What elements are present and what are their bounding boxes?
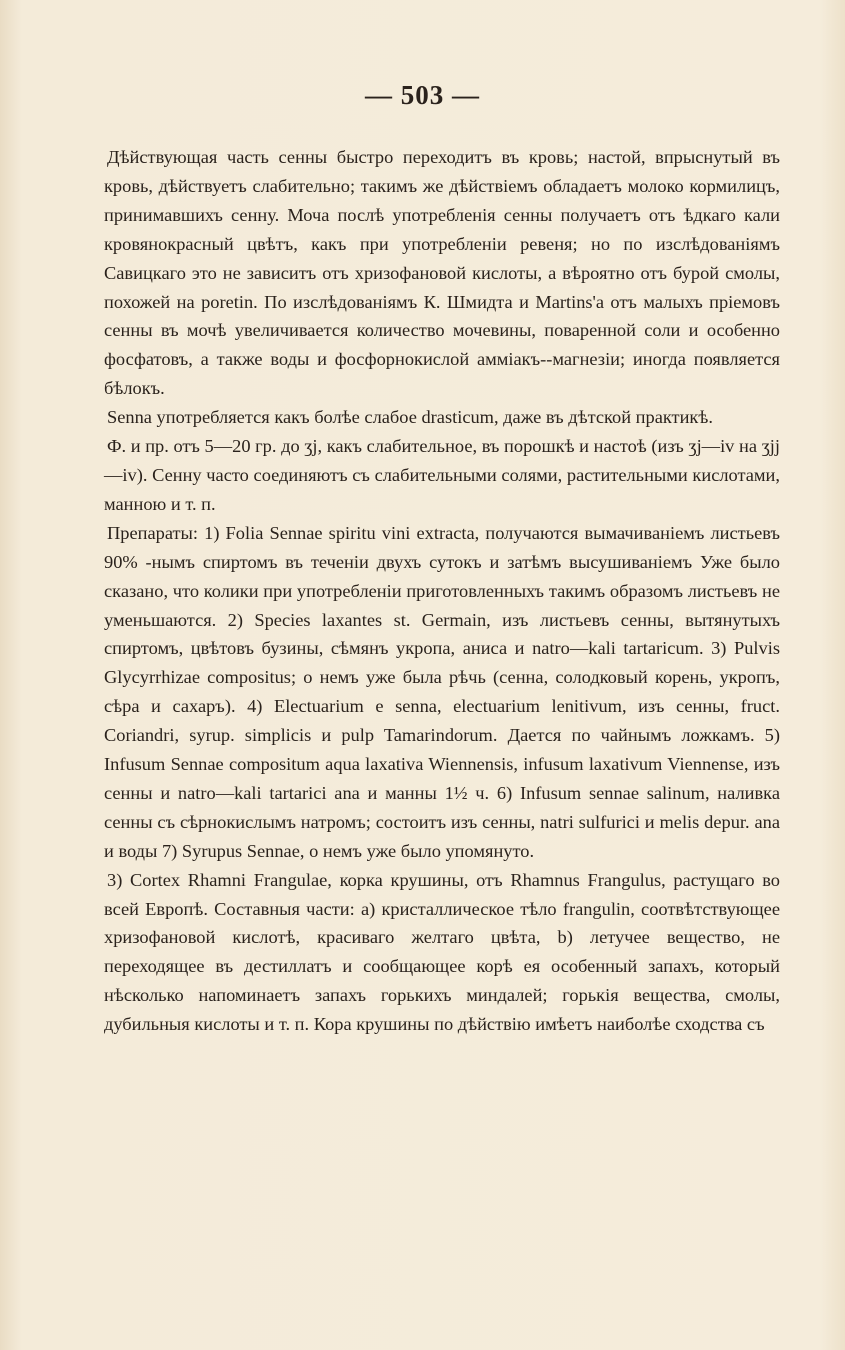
paragraph-senna-action: Дѣйствующая часть сенны быстро переходитъ въ кровь; настой, впрыснутый въ кровь, дѣйствуетъ слабительно; такимъ же дѣйствіемъ обладаетъ молоко кормилицъ, принимавшихъ сенну. Моча послѣ употребленія сенны получаетъ отъ ѣдкаго кали кровянокрасный цвѣтъ, какъ при употребленіи ревеня; но по изслѣдованіямъ Савицкаго это не зависитъ отъ хризофановой кислоты, а вѣроятно отъ бурой смолы, похожей на poretin. По изслѣдованіямъ К. Шмидта и Martins'а отъ малыхъ пріемовъ сенны въ мочѣ увеличивается количество мочевины, поваренной соли и особенно фосфатовъ, а также воды и фосфорнокислой амміакъ--магнезіи; иногда появляется бѣлокъ.	[104, 147, 780, 399]
paragraph-senna-usage: Senna употребляется какъ болѣе слабое drasticum, даже въ дѣтской практикѣ.	[107, 407, 713, 428]
page-number: — 503 —	[365, 80, 480, 110]
body-text	[104, 143, 780, 1039]
paragraph-cortex-rhamni: 3) Cortex Rhamni Frangulae, корка крушины, отъ Rhamnus Frangulus, растущаго во всей Европѣ. Составныя части: a) кристаллическое тѣло frangulin, соотвѣтствующее хризофановой кислотѣ, красиваго желтаго цвѣта, b) летучее вещество, не переходящее въ дестиллатъ и сообщающее корѣ ея особенный запахъ, который нѣсколько напоминаетъ запахъ горькихъ миндалей; горькія вещества, смолы, дубильныя кислоты и т. п. Кора крушины по дѣйствію имѣетъ наиболѣе сходства съ	[104, 869, 780, 1035]
paragraph-preparations: Препараты: 1) Folia Sennae spiritu vini extracta, получаются вымачиваніемъ листьевъ 90% -нымъ спиртомъ въ теченіи двухъ сутокъ и затѣмъ высушиваніемъ Уже было сказано, что колики при употребленіи приготовленныхъ такимъ образомъ листьевъ не уменьшаются. 2) Species laxantes st. Germain, изъ листьевъ сенны, вытянутыхъ спиртомъ, цвѣтовъ бузины, сѣмянъ укропа, аниса и natro—kali tartaricum. 3) Pulvis Glycyrrhizae compositus; о немъ уже была рѣчь (сенна, солодковый корень, укропъ, сѣра и сахаръ). 4) Electuarium e senna, electuarium lenitivum, изъ сенны, fruct. Coriandri, syrup. simplicis и pulp Tamarindorum. Дается по чайнымъ ложкамъ. 5) Infusum Sennae compositum aqua laxativa Wiennensis, infusum laxativum Viennense, изъ сенны и natro—kali tartarici ana и манны 1½ ч. 6) Infusum sennae salinum, наливка сенны съ сѣрнокислымъ натромъ; состоитъ изъ сенны, natri sulfurici и melis depur. ana и воды 7) Syrupus Sennae, о немъ уже было упомянуто.	[104, 522, 780, 861]
paragraph-dosage: Ф. и пр. отъ 5—20 гр. до ʒj, какъ слабительное, въ порошкѣ и настоѣ (изъ ʒj—iv на ʒjj—iv). Сенну часто соединяютъ съ слабительными солями, растительными кислотами, манною и т. п.	[104, 436, 780, 514]
